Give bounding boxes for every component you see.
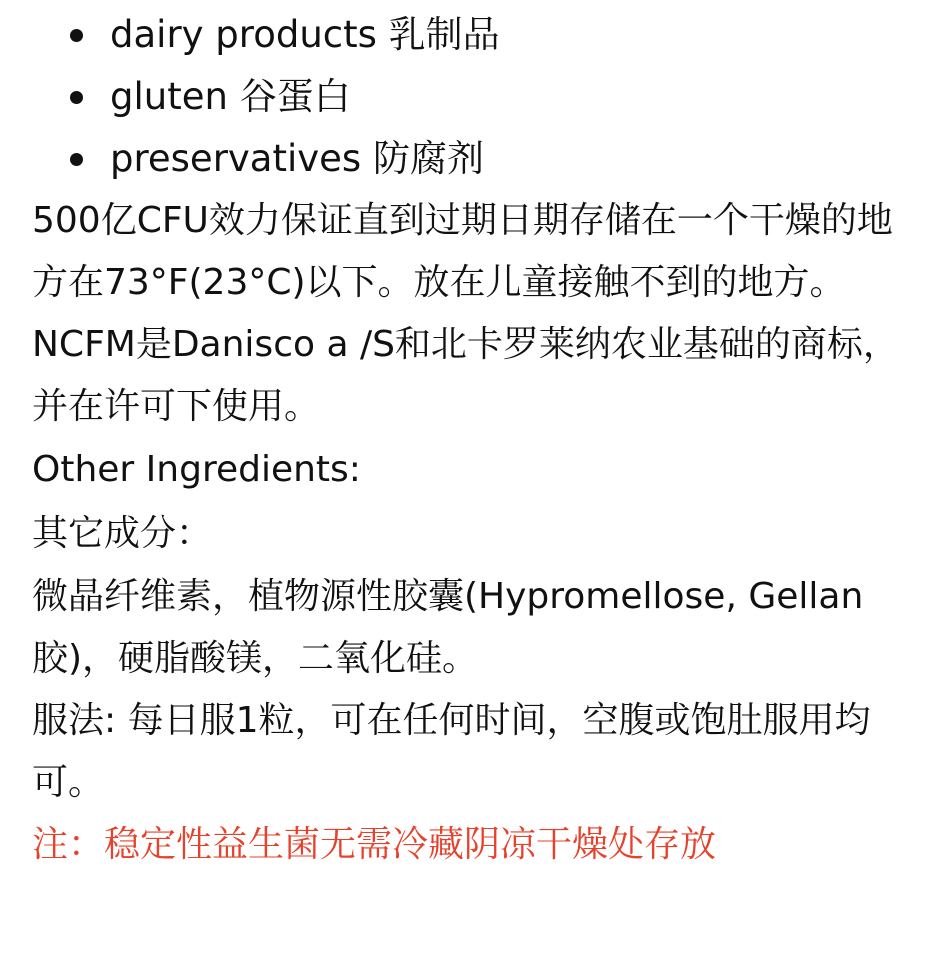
- list-item: [80, 128, 910, 190]
- allergen-label: preservatives 防腐剂: [110, 137, 484, 180]
- other-ingredients-text: 微晶纤维素，植物源性胶囊(Hypromellose, Gellan胶)，硬脂酸镁，二氧化硅。: [32, 576, 864, 679]
- storage-note: 注：稳定性益生菌无需冷藏阴凉干燥处存放: [32, 824, 717, 865]
- bullet-icon: [70, 91, 83, 104]
- list-item: [80, 66, 910, 128]
- allergen-list: [32, 4, 910, 190]
- storage-paragraph: 500亿CFU效力保证直到过期日期存储在一个干燥的地方在73°F(23°C)以下。放在儿童接触不到的地方。: [32, 200, 893, 303]
- bullet-icon: [70, 29, 83, 42]
- directions-paragraph: 服法: 每日服1粒，可在任何时间，空腹或饱肚服用均可。: [32, 700, 871, 803]
- trademark-paragraph: NCFM是Danisco a /S和北卡罗莱纳农业基础的商标，并在许可下使用。: [32, 324, 899, 427]
- other-ingredients-heading: Other Ingredients:: [32, 449, 361, 490]
- other-ingredients-heading-zh: 其它成分：: [32, 513, 213, 554]
- allergen-label: gluten 谷蛋白: [110, 75, 351, 118]
- list-item: [80, 4, 910, 66]
- bullet-icon: [70, 153, 83, 166]
- allergen-label: dairy products 乳制品: [110, 13, 500, 56]
